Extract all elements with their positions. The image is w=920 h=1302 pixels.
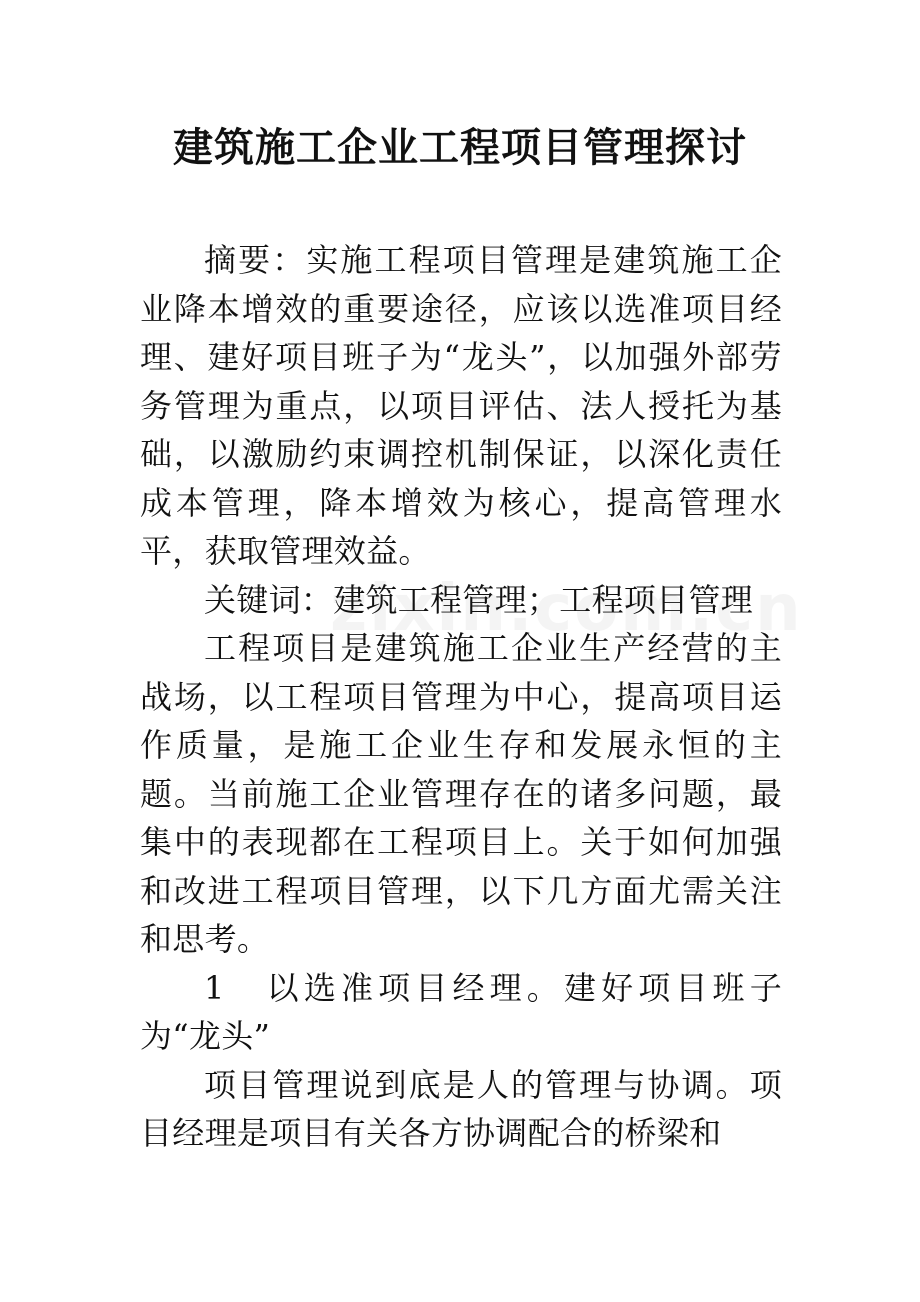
intro-paragraph: 工程项目是建筑施工企业生产经营的主战场，以工程项目管理为中心，提高项目运作质量，是施工企业生存和发展永恒的主题。当前施工企业管理存在的诸多问题，最集中的表现都在工程项目上。关于如何加强和改进工程项目管理，以下几方面尤需关注和思考。 bbox=[140, 629, 782, 958]
abstract-paragraph: 摘要：实施工程项目管理是建筑施工企业降本增效的重要途径，应该以选准项目经理、建好项目班子为“龙头”，以加强外部劳务管理为重点，以项目评估、法人授托为基础，以激励约束调控机制保证，以深化责任成本管理，降本增效为核心，提高管理水平，获取管理效益。 bbox=[140, 241, 782, 570]
document-title: 建筑施工企业工程项目管理探讨 bbox=[173, 124, 747, 171]
keywords-paragraph: 关键词：建筑工程管理；工程项目管理 bbox=[204, 580, 754, 619]
section-heading: 1 以选准项目经理。建好项目班子为“龙头” bbox=[140, 968, 782, 1055]
document-body bbox=[140, 236, 782, 1158]
section-paragraph: 项目管理说到底是人的管理与协调。项目经理是项目有关各方协调配合的桥梁和 bbox=[140, 1065, 782, 1152]
